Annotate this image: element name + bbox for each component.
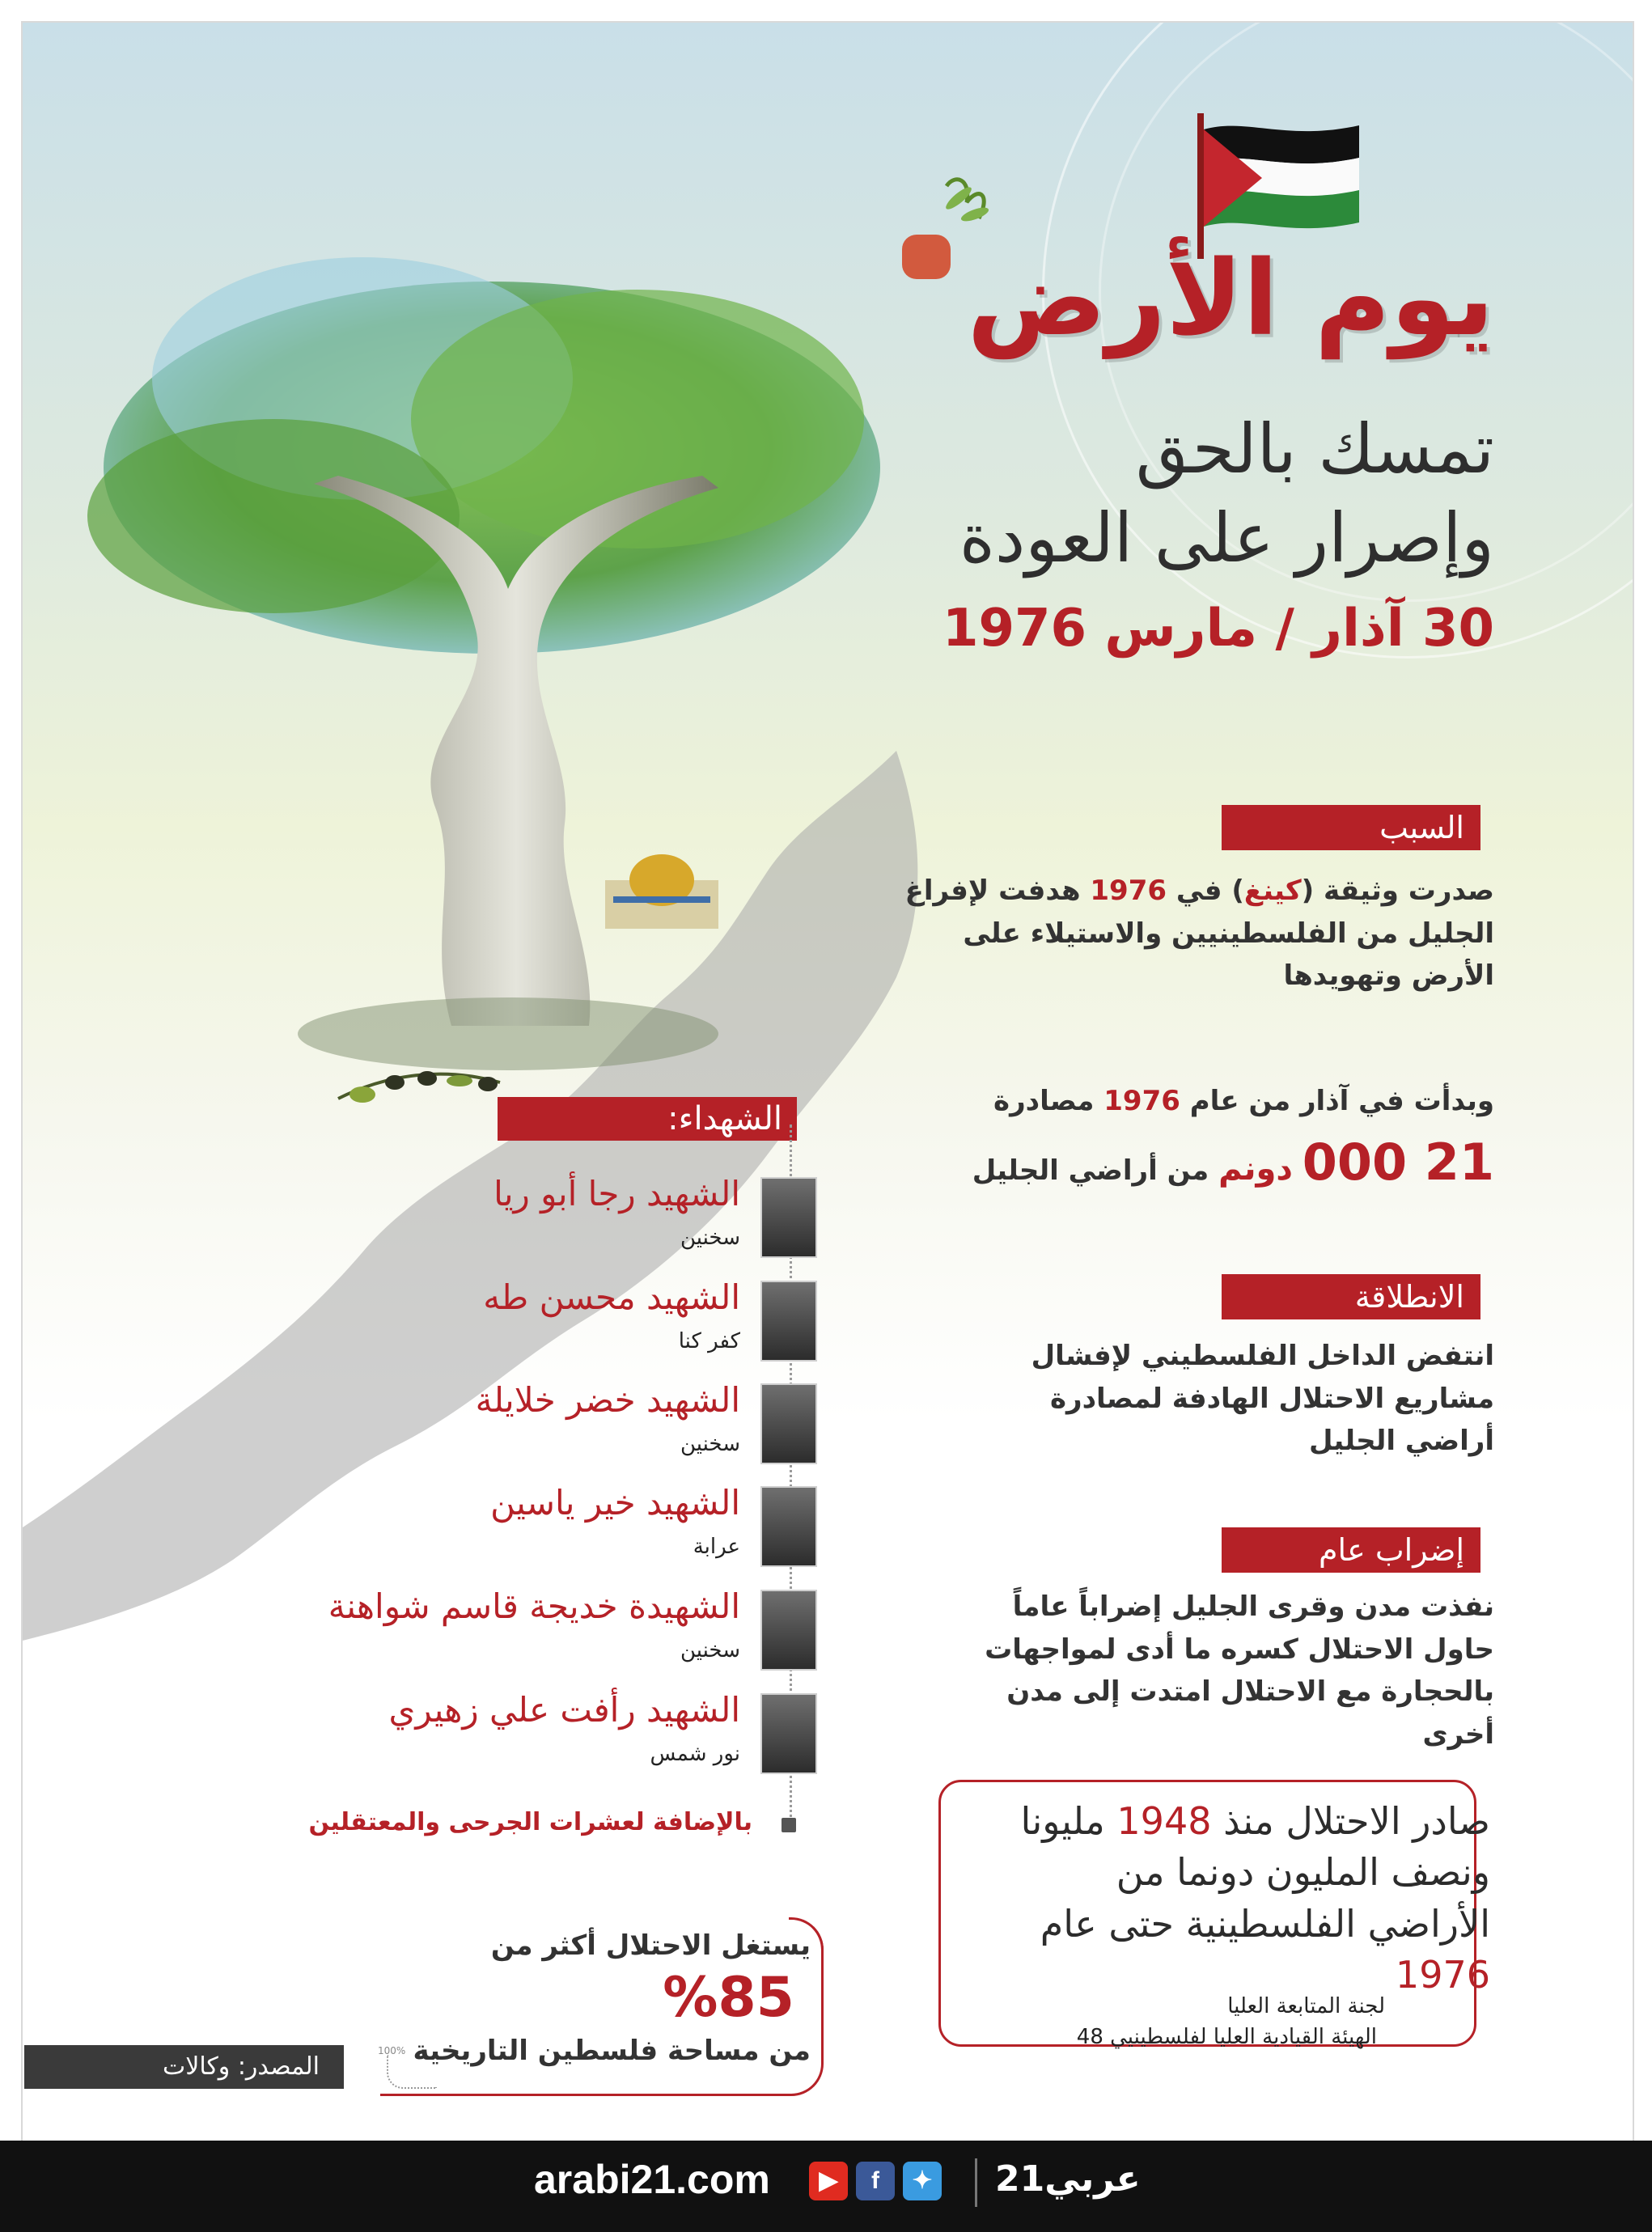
percentage-value: %85 (663, 1966, 794, 2030)
confiscation-source-1: لجنة المتابعة العليا (1227, 1994, 1385, 2018)
page-title: يوم الأرض (967, 239, 1494, 359)
martyr-name: الشهيد رأفت علي زهيري (388, 1690, 740, 1730)
source-label: المصدر: وكالات (24, 2045, 344, 2089)
brand-logo: عربي21 (995, 2158, 1141, 2200)
al-aqsa-dome (605, 854, 718, 929)
martyr-photo (760, 1590, 817, 1671)
martyr-town: سخنين (680, 1226, 740, 1250)
subtitle-line-2: وإصرار على العودة (959, 498, 1494, 578)
martyr-photo (760, 1693, 817, 1774)
martyr-town: سخنين (680, 1432, 740, 1456)
percentage-caption-top: يستغل الاحتلال أكثر من (490, 1929, 811, 1962)
martyr-entry (291, 1380, 817, 1472)
martyr-town: كفر كنا (678, 1329, 740, 1353)
martyr-entry (291, 1586, 817, 1679)
twitter-icon[interactable]: ✦ (903, 2162, 942, 2200)
martyr-photo (760, 1486, 817, 1567)
wounded-note: بالإضافة لعشرات الجرحى والمعتقلين (308, 1808, 752, 1836)
section-label-launch: الانطلاقة (1222, 1274, 1480, 1319)
olive-branch-icon (330, 1050, 508, 1123)
amount-tail: من أراضي الجليل (972, 1154, 1209, 1187)
martyr-name: الشهيد خير ياسين (490, 1483, 740, 1523)
event-date: 30 آذار / مارس 1976 (942, 599, 1494, 659)
confiscated-amount (879, 1133, 1494, 1192)
martyr-photo (760, 1281, 817, 1362)
scale-guide (387, 2055, 437, 2089)
martyr-photo (760, 1383, 817, 1464)
confiscation-source-2: الهيئة القيادية العليا لفلسطينيي 48 (1076, 2025, 1377, 2049)
martyr-name: الشهيدة خديجة قاسم شواهنة (328, 1586, 740, 1626)
percentage-caption-bottom: من مساحة فلسطين التاريخية (413, 2035, 811, 2067)
martyr-town: سخنين (680, 1638, 740, 1662)
martyr-name: الشهيد رجا أبو ريا (493, 1174, 740, 1213)
martyr-entry (291, 1174, 817, 1266)
martyr-entry (291, 1483, 817, 1575)
martyr-entry (291, 1277, 817, 1370)
martyr-name: الشهيد محسن طه (483, 1277, 740, 1317)
martyr-name: الشهيد خضر خلايلة (475, 1380, 740, 1420)
reason-paragraph-1: صدرت وثيقة (كينغ) في 1976 هدفت لإفراغ الجليل من الفلسطينيين والاستيلاء على الأرض وتهويدها (904, 875, 1494, 993)
martyr-town: عرابة (693, 1535, 740, 1559)
amount-unit: دونم (1218, 1150, 1293, 1188)
strike-paragraph: نفذت مدن وقرى الجليل إضراباً عاماً حاول الاحتلال كسره ما أدى لمواجهات بالحجارة مع الاحتلال امتدت إلى مدن أخرى (985, 1590, 1494, 1751)
facebook-icon[interactable]: f (856, 2162, 895, 2200)
martyr-entry (291, 1690, 817, 1782)
launch-paragraph: انتفض الداخل الفلسطيني لإفشال مشاريع الاحتلال الهادفة لمصادرة أراضي الجليل (1031, 1340, 1494, 1458)
section-label-martyrs: الشهداء: (498, 1097, 797, 1141)
footer-separator (975, 2158, 977, 2207)
youtube-icon[interactable]: ▶ (809, 2162, 848, 2200)
section-label-reason: السبب (1222, 805, 1480, 850)
palestine-flag-icon (1197, 113, 1375, 259)
timeline-end-marker (782, 1818, 796, 1832)
scale-label: 100% (378, 2045, 406, 2056)
confiscation-text: صادر الاحتلال منذ 1948 مليونا ونصف المليون دونما من الأراضي الفلسطينية حتى عام 1976 (1020, 1799, 1490, 1997)
reason-paragraph-2: وبدأت في آذار من عام 1976 مصادرة (993, 1085, 1494, 1117)
subtitle-line-1: تمسك بالحق (1135, 409, 1494, 489)
martyr-town: نور شمس (650, 1742, 740, 1766)
martyr-photo (760, 1177, 817, 1258)
site-link[interactable]: arabi21.com (534, 2157, 770, 2202)
section-label-strike: إضراب عام (1222, 1527, 1480, 1573)
amount-value: 21 000 (1302, 1133, 1494, 1192)
